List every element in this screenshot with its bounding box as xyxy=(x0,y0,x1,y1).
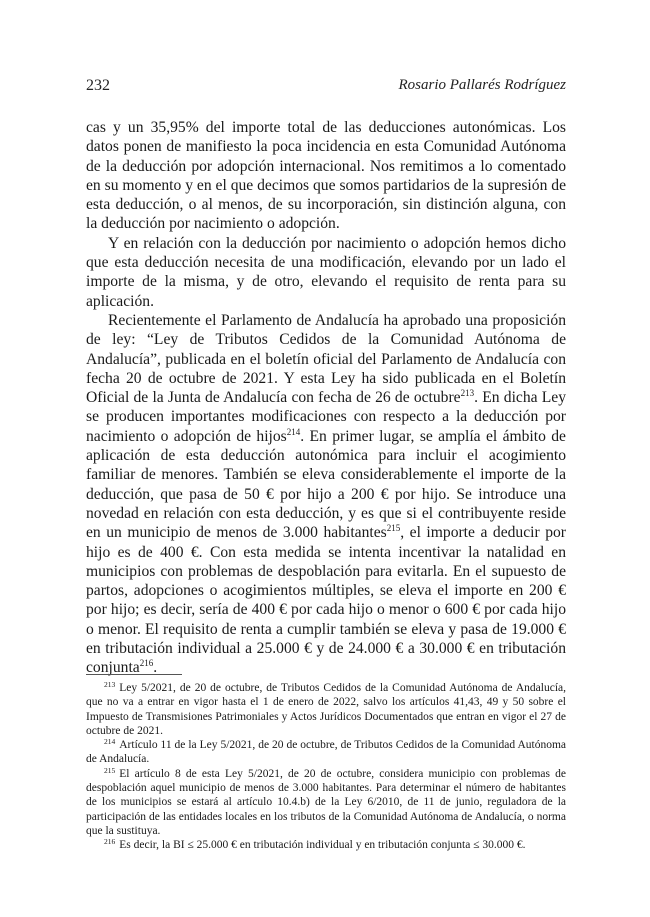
footnote-text: El artículo 8 de esta Ley 5/2021, de 20 de octubre, considera municipio con problemas de despoblación aquel municipio de menos de 3.000 habitantes. Para determinar el número de habitantes de los municipios se estará al artículo 10.4.b) de la Ley 6/2010, de 11 de junio, reguladora de la participación de las entidades locales en los tributos de la Comunidad Autónoma de Andalucía, o norma que la sustituya. xyxy=(86,767,566,837)
paragraph-3-text: . En primer lugar, se amplía el ámbito de aplicación de esta deducción autonómica para incluir el acogimiento familiar de menores. También se eleva considerablemente el importe de la deducción, que pasa de 50 € por hijo a 200 € por hijo. Se introduce una novedad en relación con esta deducción, y es que si el contribuyente reside en un municipio de menos de 3.000 habitantes xyxy=(86,427,566,542)
footnote-number: 214 xyxy=(104,737,116,747)
paragraph-3-text: Recientemente el Parlamento de Andalucía ha aprobado una proposición de ley: “Ley de Tributos Cedidos de la Comunidad Autónoma de Andalucía”, publicada en el boletín oficial del Parlamento de Andalucía con fecha 20 de octubre de 2021. Y esta Ley ha sido publicada en el Boletín Oficial de la Junta de Andalucía con fecha de 26 de octubre xyxy=(86,311,566,407)
paragraph-2: Y en relación con la deducción por nacimiento o adopción hemos dicho que esta deducción necesita de una modificación, elevando por un lado el importe de la misma, y de otro, elevando el requisito de renta para su aplicación. xyxy=(86,234,566,310)
footnote-number: 216 xyxy=(104,837,116,847)
footnote-separator xyxy=(86,674,182,675)
footnote-ref-216[interactable]: 216 xyxy=(139,658,154,669)
footnote-number: 215 xyxy=(104,765,116,775)
running-head-author: Rosario Pallarés Rodríguez xyxy=(398,77,566,93)
footnote-text: Es decir, la BI ≤ 25.000 € en tributación individual y en tributación conjunta ≤ 30.000 €. xyxy=(119,839,526,852)
footnote-number: 213 xyxy=(104,680,116,689)
paragraph-1: cas y un 35,95% del importe total de las deducciones autonómicas. Los datos ponen de manifiesto la poca incidencia en esta Comunidad Autónoma de la deducción por adopción internacional. Nos remitimos a lo comentado en su momento y en el que decimos que somos partidarios de la supresión de esta deducción, o al menos, de su incorporación, sin distinción alguna, con la deducción por nacimiento o adopción. xyxy=(86,119,566,233)
footnote-215 xyxy=(86,767,566,838)
footnote-text: Ley 5/2021, de 20 de octubre, de Tributos Cedidos de la Comunidad Autónoma de Andalucía, que no va a entrar en vigor hasta el 1 de enero de 2022, salvo los artículos 41,43, 49 y 50 sobre el Impuesto de Transmisiones Patrimoniales y Actos Jurídicos Documentados que entran en vigor el 27 de octubre de 2021. xyxy=(86,682,566,737)
footnote-ref-214[interactable]: 214 xyxy=(286,426,301,437)
footnotes xyxy=(86,681,566,853)
footnote-214 xyxy=(86,738,566,767)
footnote-216 xyxy=(86,838,566,852)
page-header xyxy=(86,77,566,99)
footnote-ref-213[interactable]: 213 xyxy=(460,388,475,399)
footnote-213 xyxy=(86,681,566,738)
main-text xyxy=(86,118,566,678)
footnote-text: Artículo 11 de la Ley 5/2021, de 20 de octubre, de Tributos Cedidos de la Comunidad Autónoma de Andalucía. xyxy=(86,739,566,766)
paragraph-3-text: , el importe a deducir por hijo es de 400 €. Con esta medida se intenta incentivar la natalidad en municipios con problemas de despoblación para evitarla. En el supuesto de partos, adopciones o acogimientos múltiples, se eleva el importe en 200 € por hijo; es decir, sería de 400 € por cada hijo o menor o 600 € por cada hijo o menor. El requisito de renta a cumplir también se eleva y pasa de 19.000 € en tributación individual a 25.000 € y de 24.000 € a 30.000 € en tributación conjunta xyxy=(86,524,566,677)
paragraph-3 xyxy=(86,311,566,678)
paragraph-3-text: . En dicha Ley se producen importantes modificaciones con respecto a la deducción por nacimiento o adopción de hijos xyxy=(86,389,567,445)
page-number: 232 xyxy=(86,77,110,94)
footnote-ref-215[interactable]: 215 xyxy=(386,523,401,534)
paragraph-3-text: . xyxy=(153,659,158,677)
